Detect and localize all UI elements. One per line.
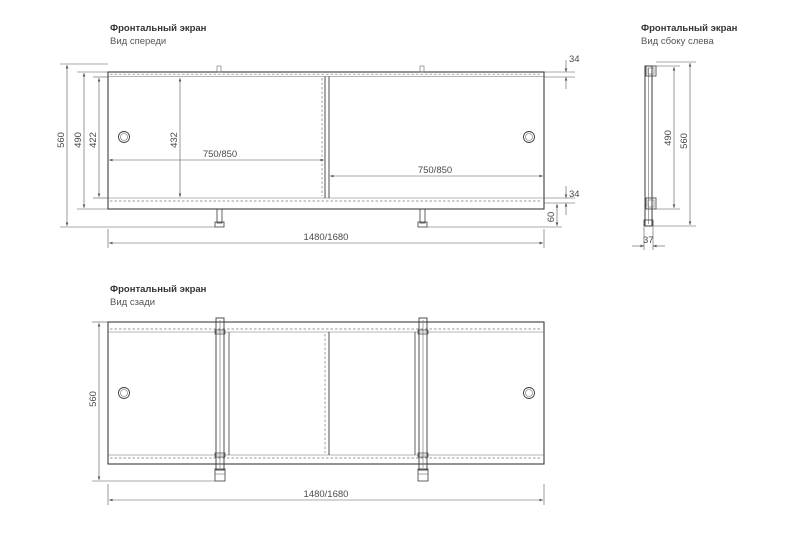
- front-dim-right-door: 750/850: [417, 165, 453, 176]
- side-bottom-bracket: [646, 198, 656, 209]
- front-right-handle-icon-inner: [526, 134, 533, 141]
- back-view-subtitle: Вид сзади: [110, 297, 156, 308]
- front-top-clip-left: [217, 66, 221, 72]
- side-view-subtitle: Вид сбоку слева: [641, 36, 714, 47]
- front-dim-490: 490: [73, 132, 84, 148]
- front-right-handle-icon: [524, 132, 535, 143]
- back-dim-width: 1480/1680: [303, 489, 349, 500]
- front-dim-560: 560: [56, 132, 67, 148]
- front-view-drawing: [56, 54, 580, 248]
- back-view-title: Фронтальный экран: [110, 284, 207, 295]
- side-view-drawing: [632, 62, 696, 250]
- back-support-post-right: [418, 318, 428, 481]
- back-right-handle-icon: [524, 388, 535, 399]
- front-dim-top-rail: 34: [569, 54, 580, 65]
- front-leg-right: [418, 209, 427, 227]
- side-dim-490: 490: [663, 130, 674, 146]
- side-top-bracket: [646, 66, 656, 76]
- front-view-title: Фронтальный экран: [110, 23, 207, 34]
- front-dim-432: 432: [169, 132, 180, 148]
- back-dim-560: 560: [88, 391, 99, 407]
- front-left-handle-icon: [119, 132, 130, 143]
- back-view-drawing: [88, 318, 544, 505]
- front-leg-left: [215, 209, 224, 227]
- front-dim-left-door: 750/850: [202, 149, 238, 160]
- front-dim-bottom-rail: 34: [569, 189, 580, 200]
- front-dim-legs: 60: [546, 211, 557, 223]
- back-support-post-left: [215, 318, 225, 481]
- back-left-handle-icon: [119, 388, 130, 399]
- front-left-handle-icon-inner: [121, 134, 128, 141]
- back-panel-frame: [108, 322, 544, 464]
- side-dim-37: 37: [643, 235, 654, 246]
- front-top-clip-right: [420, 66, 424, 72]
- side-view-title: Фронтальный экран: [641, 23, 738, 34]
- front-view-subtitle: Вид спереди: [110, 36, 167, 47]
- side-dim-560: 560: [679, 133, 690, 149]
- front-dim-422: 422: [88, 132, 99, 148]
- front-dim-width: 1480/1680: [303, 232, 349, 243]
